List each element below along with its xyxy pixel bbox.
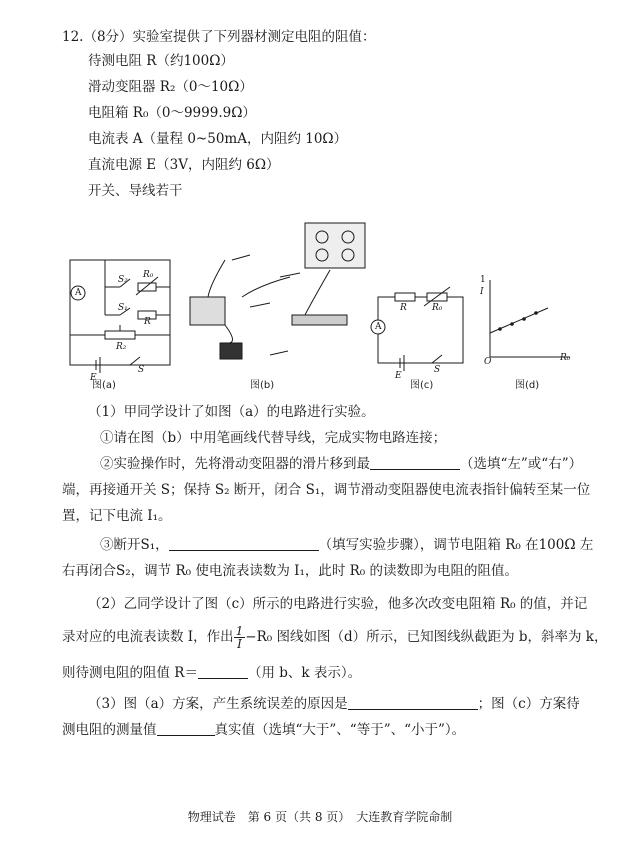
- material-item: 电阻箱 R₀（0～9999.9Ω）: [88, 105, 256, 121]
- answer-blank-compare[interactable]: [157, 721, 215, 736]
- part1-step3-text: ③断开S₁，: [100, 537, 169, 553]
- part1-step3-cont: 右再闭合S₂，调节 R₀ 使电流表读数为 I₁，此时 R₀ 的读数即为电阻的阻值。: [62, 563, 519, 579]
- switch-label: S: [434, 365, 441, 375]
- fraction-1-over-i: [234, 625, 246, 650]
- graph-y-label-num: 1: [480, 275, 486, 285]
- material-item: 直流电源 E（3V，内阻约 6Ω）: [88, 157, 280, 173]
- switch-label: S₁: [118, 303, 128, 313]
- ammeter-label: A: [375, 322, 382, 332]
- part3-line1-text: （3）图（a）方案，产生系统误差的原因是: [88, 696, 348, 712]
- graph-d-axes: [490, 280, 570, 357]
- material-item: 滑动变阻器 R₂（0～10Ω）: [88, 79, 253, 95]
- apparatus-b-drawing: [190, 223, 365, 359]
- part1-step2-hint: （选填“左”或“右”）: [460, 456, 583, 472]
- part1-step1: ①请在图（b）中用笔画线代替导线，完成实物电路连接；: [100, 430, 447, 446]
- figure-a-caption: 图(a): [92, 380, 116, 391]
- resistor-label: R: [400, 303, 407, 313]
- part3-line2-text: 测电阻的测量值: [62, 722, 157, 738]
- part1-step3-line: [100, 536, 593, 554]
- graph-x-label: R₀: [560, 353, 571, 363]
- part1-intro: （1）甲同学设计了如图（a）的电路进行实验。: [88, 404, 375, 420]
- part1-step2-end: 置，记下电流 I₁。: [62, 508, 172, 524]
- rheostat-label: R₂: [116, 342, 127, 352]
- circuit-c-diagram: [371, 287, 463, 371]
- figures-drawing: [60, 215, 580, 390]
- part3-line1-rest: ；图（c）方案待: [477, 696, 580, 712]
- part1-step2-cont: 端，再接通开关 S；保持 S₂ 断开，闭合 S₁，调节滑动变阻器使电流表指针偏转至某一位: [62, 482, 591, 498]
- part2-line2: [62, 624, 608, 650]
- part2-line1: （2）乙同学设计了图（c）所示的电路进行实验，他多次改变电阻箱 R₀ 的值，并记: [88, 596, 588, 612]
- part2-line2-rest: −R₀ 图线如图（d）所示，已知图线纵截距为 b，斜率为 k，: [245, 629, 608, 645]
- question-header: 12.（8分）实验室提供了下列器材测定电阻的阻值：: [62, 29, 376, 45]
- part2-line3-text: 则待测电阻的阻值 R＝: [62, 665, 198, 681]
- answer-blank-error-cause[interactable]: [348, 695, 478, 710]
- part2-line3-hint: （用 b、k 表示）。: [247, 665, 362, 681]
- part3-line1: [88, 695, 580, 713]
- part3-line2-hint: 真实值（选填“大于”、“等于”、“小于”）。: [214, 722, 466, 738]
- answer-blank-direction[interactable]: [370, 455, 460, 470]
- material-item: 待测电阻 R（约100Ω）: [88, 53, 234, 69]
- resistor-box-label: R₀: [432, 303, 443, 313]
- part1-step2-line: [100, 455, 582, 473]
- source-label: E: [90, 373, 97, 383]
- answer-blank-step[interactable]: [169, 536, 319, 551]
- material-item: 开关、导线若干: [88, 183, 183, 199]
- fraction-denominator: I: [237, 637, 242, 651]
- material-item: 电流表 A（量程 0~50mA，内阻约 10Ω）: [88, 131, 348, 147]
- part1-step3-hint: （填写实验步骤），调节电阻箱 R₀ 在100Ω 左: [318, 537, 594, 553]
- switch-label: S₂: [118, 275, 128, 285]
- figure-c-caption: 图(c): [410, 380, 434, 391]
- ammeter-label: A: [75, 288, 82, 298]
- resistor-box-label: R₀: [143, 270, 154, 280]
- part1-step2-text: ②实验操作时，先将滑动变阻器的滑片移到最: [100, 456, 370, 472]
- graph-y-label-den: I: [480, 287, 484, 297]
- switch-label: S: [138, 365, 145, 375]
- answer-blank-resistance[interactable]: [198, 664, 248, 679]
- figure-d-caption: 图(d): [515, 380, 540, 391]
- source-label: E: [395, 371, 402, 381]
- part2-line2-text: 录对应的电流表读数 I，作出: [62, 629, 234, 645]
- part3-line2: [62, 721, 465, 739]
- figure-b-caption: 图(b): [250, 380, 275, 391]
- fraction-numerator: 1: [235, 624, 244, 638]
- graph-origin-label: O: [484, 357, 492, 367]
- figures-row: [60, 215, 580, 390]
- page-footer: 物理试卷 第 6 页（共 8 页） 大连教育学院命制: [187, 810, 453, 824]
- part2-line3: [62, 664, 361, 682]
- resistor-label: R: [144, 317, 151, 327]
